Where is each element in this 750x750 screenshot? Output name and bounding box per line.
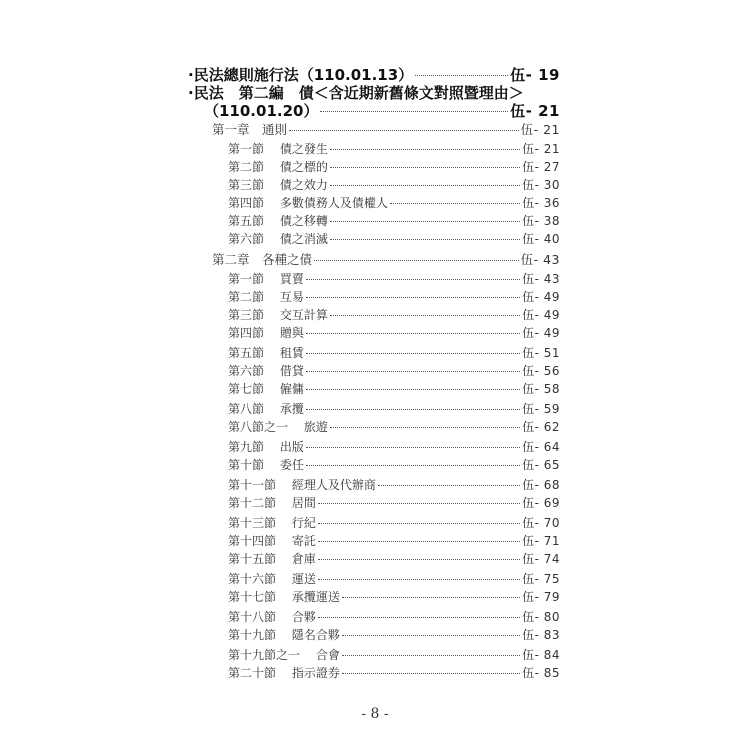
toc-dot-leader	[306, 279, 520, 280]
toc-dot-leader	[306, 465, 520, 466]
toc-entry	[228, 570, 560, 587]
toc-entry-page: 伍- 49	[522, 308, 560, 322]
toc-dot-leader	[306, 409, 520, 410]
toc-entry-page: 伍- 75	[522, 572, 560, 586]
toc-entry-title: 第十三節 行紀	[228, 516, 316, 530]
toc-entry-title: 第八節之一 旅遊	[228, 420, 328, 434]
toc-entry-title: 第三節 債之效力	[228, 178, 328, 192]
toc-entry-title: 第五節 租賃	[228, 346, 304, 360]
toc-entry-title: 第二章 各種之債	[212, 252, 313, 267]
toc-dot-leader	[342, 673, 520, 674]
toc-dot-leader	[318, 503, 520, 504]
toc-entry-title: 第十五節 倉庫	[228, 552, 316, 566]
toc-entry	[204, 100, 560, 121]
toc-entry-title: 第九節 出版	[228, 440, 304, 454]
toc-entry-page: 伍- 69	[522, 496, 560, 510]
toc-entry-page: 伍- 21	[510, 102, 560, 120]
toc-entry	[228, 532, 560, 549]
toc-entry	[228, 550, 560, 567]
toc-entry-page: 伍- 38	[522, 214, 560, 228]
toc-entry-title: 第十四節 寄託	[228, 534, 316, 548]
toc-entry-title: 第二十節 指示證券	[228, 666, 340, 680]
toc-entry-page: 伍- 74	[522, 552, 560, 566]
toc-entry-page: 伍- 21	[520, 122, 560, 137]
toc-entry	[228, 418, 560, 435]
toc-entry-page: 伍- 36	[522, 196, 560, 210]
toc-dot-leader	[314, 260, 519, 261]
toc-entry-page: 伍- 64	[522, 440, 560, 454]
toc-entry-page: 伍- 68	[522, 478, 560, 492]
toc-dot-leader	[330, 239, 520, 240]
toc-entry-page: 伍- 43	[522, 272, 560, 286]
toc-entry	[228, 288, 560, 305]
toc-dot-leader	[318, 579, 520, 580]
toc-dot-leader	[415, 75, 508, 76]
toc-entry-title: 第七節 僱傭	[228, 382, 304, 396]
toc-entry	[228, 158, 560, 175]
toc-entry	[228, 306, 560, 323]
toc-entry-page: 伍- 51	[522, 346, 560, 360]
toc-entry-page: 伍- 58	[522, 382, 560, 396]
toc-dot-leader	[330, 185, 520, 186]
toc-entry-title: 第二節 債之標的	[228, 160, 328, 174]
toc-entry-title: 第一章 通則	[212, 122, 288, 137]
toc-dot-leader	[390, 203, 520, 204]
toc-entry-title: 第十二節 居間	[228, 496, 316, 510]
toc-dot-leader	[306, 447, 520, 448]
toc-entry-title: 第十節 委任	[228, 458, 304, 472]
toc-entry-page: 伍- 21	[522, 142, 560, 156]
toc-entry-title: 第十一節 經理人及代辦商	[228, 478, 376, 492]
toc-entry-title: 第一節 買賣	[228, 272, 304, 286]
toc-dot-leader	[320, 111, 508, 112]
toc-entry	[228, 588, 560, 605]
toc-entry-page: 伍- 19	[510, 66, 560, 84]
toc-entry	[212, 250, 560, 268]
toc-entry-page: 伍- 40	[522, 232, 560, 246]
toc-entry-title: 第十八節 合夥	[228, 610, 316, 624]
toc-entry-title: （110.01.20）	[204, 102, 319, 120]
toc-entry	[228, 380, 560, 397]
toc-entry	[212, 120, 560, 138]
toc-entry	[228, 494, 560, 511]
toc-dot-leader	[318, 559, 520, 560]
toc-dot-leader	[342, 597, 520, 598]
toc-dot-leader	[306, 353, 520, 354]
toc-entry-page: 伍- 65	[522, 458, 560, 472]
toc-dot-leader	[342, 655, 520, 656]
toc-dot-leader	[330, 167, 520, 168]
toc-entry-page: 伍- 56	[522, 364, 560, 378]
toc-entry-page: 伍- 43	[520, 252, 560, 267]
toc-entry	[228, 176, 560, 193]
toc-entry	[228, 476, 560, 493]
toc-entry-title: 第五節 債之移轉	[228, 214, 328, 228]
toc-entry	[228, 270, 560, 287]
toc-entry	[228, 400, 560, 417]
toc-entry-page: 伍- 62	[522, 420, 560, 434]
page-number: - 8 -	[361, 706, 389, 722]
toc-entry	[228, 324, 560, 341]
toc-entry-title: ·民法 第二編 債＜含近期新舊條文對照暨理由＞	[188, 84, 524, 102]
toc-entry	[228, 194, 560, 211]
toc-entry	[228, 438, 560, 455]
toc-entry-page: 伍- 80	[522, 610, 560, 624]
toc-entry	[228, 362, 560, 379]
toc-entry-page: 伍- 70	[522, 516, 560, 530]
toc-entry-page: 伍- 85	[522, 666, 560, 680]
toc-dot-leader	[342, 635, 520, 636]
toc-entry-page: 伍- 59	[522, 402, 560, 416]
toc-dot-leader	[378, 485, 520, 486]
toc-dot-leader	[330, 315, 520, 316]
toc-entry	[228, 664, 560, 681]
toc-dot-leader	[330, 149, 520, 150]
toc-entry-title: 第十九節 隱名合夥	[228, 628, 340, 642]
toc-entry	[228, 456, 560, 473]
toc-entry	[228, 646, 560, 663]
toc-entry	[228, 608, 560, 625]
toc-entry-page: 伍- 27	[522, 160, 560, 174]
toc-dot-leader	[289, 130, 519, 131]
toc-entry-page: 伍- 83	[522, 628, 560, 642]
toc-entry-title: 第十七節 承攬運送	[228, 590, 340, 604]
toc-entry-title: 第十六節 運送	[228, 572, 316, 586]
toc-entry-title: 第八節 承攬	[228, 402, 304, 416]
toc-dot-leader	[306, 389, 520, 390]
toc-dot-leader	[306, 333, 520, 334]
toc-entry-title: 第四節 贈與	[228, 326, 304, 340]
toc-entry-page: 伍- 84	[522, 648, 560, 662]
toc-dot-leader	[318, 617, 520, 618]
toc-dot-leader	[306, 297, 520, 298]
toc-entry	[228, 514, 560, 531]
toc-entry	[228, 140, 560, 157]
toc-entry-page: 伍- 49	[522, 326, 560, 340]
toc-dot-leader	[306, 371, 520, 372]
toc-dot-leader	[330, 427, 520, 428]
toc-dot-leader	[318, 541, 520, 542]
toc-entry	[228, 626, 560, 643]
toc-entry-page: 伍- 71	[522, 534, 560, 548]
toc-entry-title: ·民法總則施行法（110.01.13）	[188, 66, 414, 84]
toc-entry-title: 第三節 交互計算	[228, 308, 328, 322]
toc-entry-page: 伍- 79	[522, 590, 560, 604]
toc-entry-title: 第二節 互易	[228, 290, 304, 304]
toc-dot-leader	[318, 523, 520, 524]
toc-entry-title: 第六節 債之消滅	[228, 232, 328, 246]
toc-entry-page: 伍- 30	[522, 178, 560, 192]
toc-entry	[228, 344, 560, 361]
toc-entry	[228, 212, 560, 229]
toc-dot-leader	[330, 221, 520, 222]
toc-entry-title: 第六節 借貸	[228, 364, 304, 378]
toc-entry-title: 第一節 債之發生	[228, 142, 328, 156]
toc-entry	[228, 230, 560, 247]
toc-entry-title: 第十九節之一 合會	[228, 648, 340, 662]
toc-entry-page: 伍- 49	[522, 290, 560, 304]
toc-entry-title: 第四節 多數債務人及債權人	[228, 196, 388, 210]
